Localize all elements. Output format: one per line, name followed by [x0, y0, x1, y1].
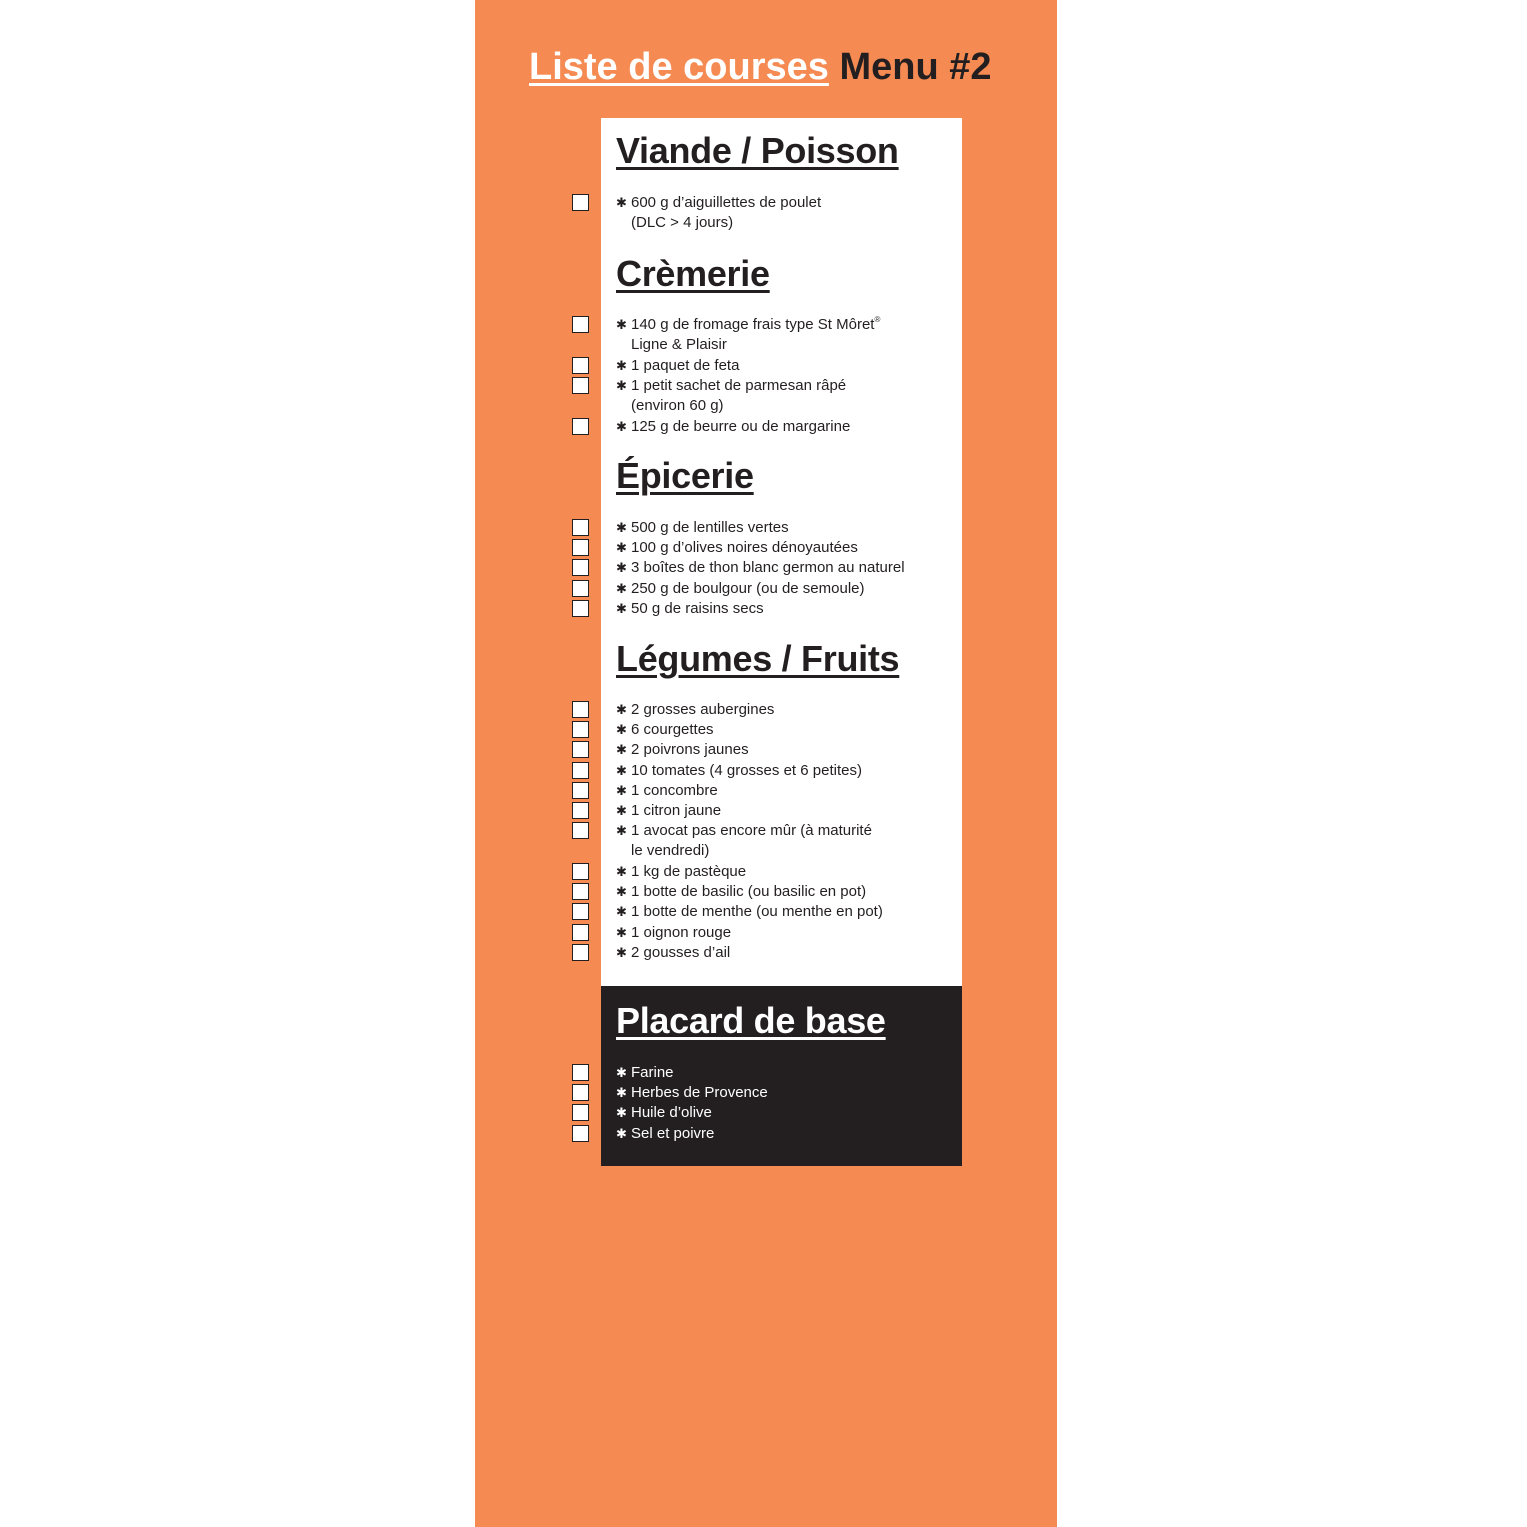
- checkbox[interactable]: [572, 721, 589, 738]
- list-item: [616, 801, 721, 821]
- checkbox[interactable]: [572, 924, 589, 941]
- checkbox[interactable]: [572, 194, 589, 211]
- item-text: 2 grosses aubergines: [631, 701, 775, 718]
- checkbox[interactable]: [572, 762, 589, 779]
- checkbox[interactable]: [572, 418, 589, 435]
- page-title: [529, 45, 992, 89]
- item-text-continued: Ligne & Plaisir: [631, 336, 727, 354]
- list-item: [616, 518, 789, 538]
- list-item: [616, 740, 749, 760]
- list-item: [616, 193, 821, 234]
- asterisk-bullet-icon: ✱: [616, 358, 627, 373]
- section-heading-epicerie: Épicerie: [616, 455, 754, 496]
- item-text-continued: le vendredi): [631, 842, 710, 860]
- asterisk-bullet-icon: ✱: [616, 601, 627, 616]
- asterisk-bullet-icon: ✱: [616, 195, 627, 210]
- item-text: 1 kg de pastèque: [631, 863, 747, 880]
- section-heading-legumes-fruits: Légumes / Fruits: [616, 638, 900, 679]
- checkbox[interactable]: [572, 1125, 589, 1142]
- list-item: [616, 558, 905, 578]
- item-text: 1 citron jaune: [631, 802, 722, 819]
- list-item: [616, 781, 718, 801]
- item-text: Farine: [631, 1064, 674, 1081]
- list-item: [616, 538, 858, 558]
- asterisk-bullet-icon: ✱: [616, 1126, 627, 1141]
- checkbox[interactable]: [572, 741, 589, 758]
- asterisk-bullet-icon: ✱: [616, 925, 627, 940]
- item-text: 1 botte de basilic (ou basilic en pot): [631, 883, 867, 900]
- title-part-2: Menu #2: [839, 46, 992, 88]
- section-heading-placard-de-base: Placard de base: [616, 1000, 886, 1041]
- list-item: [616, 356, 739, 376]
- checkbox[interactable]: [572, 1064, 589, 1081]
- asterisk-bullet-icon: ✱: [616, 702, 627, 717]
- asterisk-bullet-icon: ✱: [616, 742, 627, 757]
- asterisk-bullet-icon: ✱: [616, 884, 627, 899]
- item-text: 1 avocat pas encore mûr (à maturité: [631, 822, 872, 839]
- item-text: 250 g de boulgour (ou de semoule): [631, 580, 865, 597]
- list-item: [616, 862, 746, 882]
- list-item: [616, 720, 714, 740]
- item-text: 50 g de raisins secs: [631, 600, 764, 617]
- checkbox[interactable]: [572, 519, 589, 536]
- item-text: 1 botte de menthe (ou menthe en pot): [631, 903, 883, 920]
- asterisk-bullet-icon: ✱: [616, 1065, 627, 1080]
- list-item: [616, 1083, 768, 1103]
- list-item: [616, 599, 764, 619]
- asterisk-bullet-icon: ✱: [616, 1105, 627, 1120]
- item-text-continued: (environ 60 g): [631, 397, 724, 415]
- list-item: [616, 700, 774, 720]
- item-text: 2 poivrons jaunes: [631, 741, 749, 758]
- item-text: Sel et poivre: [631, 1125, 715, 1142]
- asterisk-bullet-icon: ✱: [616, 722, 627, 737]
- item-text: 1 paquet de feta: [631, 357, 740, 374]
- registered-mark: ®: [874, 315, 881, 324]
- section-heading-cremerie: Crèmerie: [616, 253, 770, 294]
- asterisk-bullet-icon: ✱: [616, 1085, 627, 1100]
- item-text: 10 tomates (4 grosses et 6 petites): [631, 762, 862, 779]
- item-text: 3 boîtes de thon blanc germon au naturel: [631, 559, 905, 576]
- checkbox[interactable]: [572, 377, 589, 394]
- asterisk-bullet-icon: ✱: [616, 419, 627, 434]
- checkbox[interactable]: [572, 863, 589, 880]
- item-text: 100 g d’olives noires dénoyautées: [631, 539, 858, 556]
- asterisk-bullet-icon: ✱: [616, 864, 627, 879]
- item-text: 2 gousses d’ail: [631, 944, 731, 961]
- checkbox[interactable]: [572, 822, 589, 839]
- asterisk-bullet-icon: ✱: [616, 904, 627, 919]
- item-text: Huile d’olive: [631, 1104, 712, 1121]
- asterisk-bullet-icon: ✱: [616, 540, 627, 555]
- checkbox[interactable]: [572, 1104, 589, 1121]
- item-text: 140 g de fromage frais type St Môret: [631, 316, 875, 333]
- asterisk-bullet-icon: ✱: [616, 823, 627, 838]
- list-item: [616, 579, 865, 599]
- list-item: [616, 1124, 714, 1144]
- list-item: [616, 902, 883, 922]
- list-item: [616, 761, 862, 781]
- item-text: 6 courgettes: [631, 721, 714, 738]
- checkbox[interactable]: [572, 539, 589, 556]
- title-part-1: Liste de courses: [529, 46, 829, 88]
- asterisk-bullet-icon: ✱: [616, 803, 627, 818]
- item-text-continued: (DLC > 4 jours): [631, 214, 734, 232]
- checkbox[interactable]: [572, 782, 589, 799]
- checkbox[interactable]: [572, 357, 589, 374]
- asterisk-bullet-icon: ✱: [616, 317, 627, 332]
- list-item: [616, 376, 846, 417]
- list-item: [616, 1063, 674, 1083]
- checkbox[interactable]: [572, 559, 589, 576]
- asterisk-bullet-icon: ✱: [616, 378, 627, 393]
- section-heading-viande-poisson: Viande / Poisson: [616, 130, 899, 171]
- checkbox[interactable]: [572, 883, 589, 900]
- list-item: [616, 943, 730, 963]
- checkbox[interactable]: [572, 903, 589, 920]
- item-text: 600 g d’aiguillettes de poulet: [631, 194, 822, 211]
- item-text: 125 g de beurre ou de margarine: [631, 418, 851, 435]
- checkbox[interactable]: [572, 580, 589, 597]
- checkbox[interactable]: [572, 701, 589, 718]
- item-text: 500 g de lentilles vertes: [631, 519, 789, 536]
- list-item: [616, 882, 866, 902]
- asterisk-bullet-icon: ✱: [616, 783, 627, 798]
- asterisk-bullet-icon: ✱: [616, 520, 627, 535]
- checkbox[interactable]: [572, 600, 589, 617]
- item-text: Herbes de Provence: [631, 1084, 768, 1101]
- list-item: [616, 821, 872, 862]
- item-text: 1 concombre: [631, 782, 718, 799]
- checkbox[interactable]: [572, 944, 589, 961]
- checkbox[interactable]: [572, 1084, 589, 1101]
- list-item: [616, 315, 880, 356]
- item-text: 1 petit sachet de parmesan râpé: [631, 377, 847, 394]
- list-item: [616, 417, 850, 437]
- item-text: 1 oignon rouge: [631, 924, 732, 941]
- asterisk-bullet-icon: ✱: [616, 560, 627, 575]
- asterisk-bullet-icon: ✱: [616, 763, 627, 778]
- checkbox[interactable]: [572, 802, 589, 819]
- checkbox[interactable]: [572, 316, 589, 333]
- asterisk-bullet-icon: ✱: [616, 581, 627, 596]
- list-item: [616, 1103, 712, 1123]
- asterisk-bullet-icon: ✱: [616, 945, 627, 960]
- list-item: [616, 923, 731, 943]
